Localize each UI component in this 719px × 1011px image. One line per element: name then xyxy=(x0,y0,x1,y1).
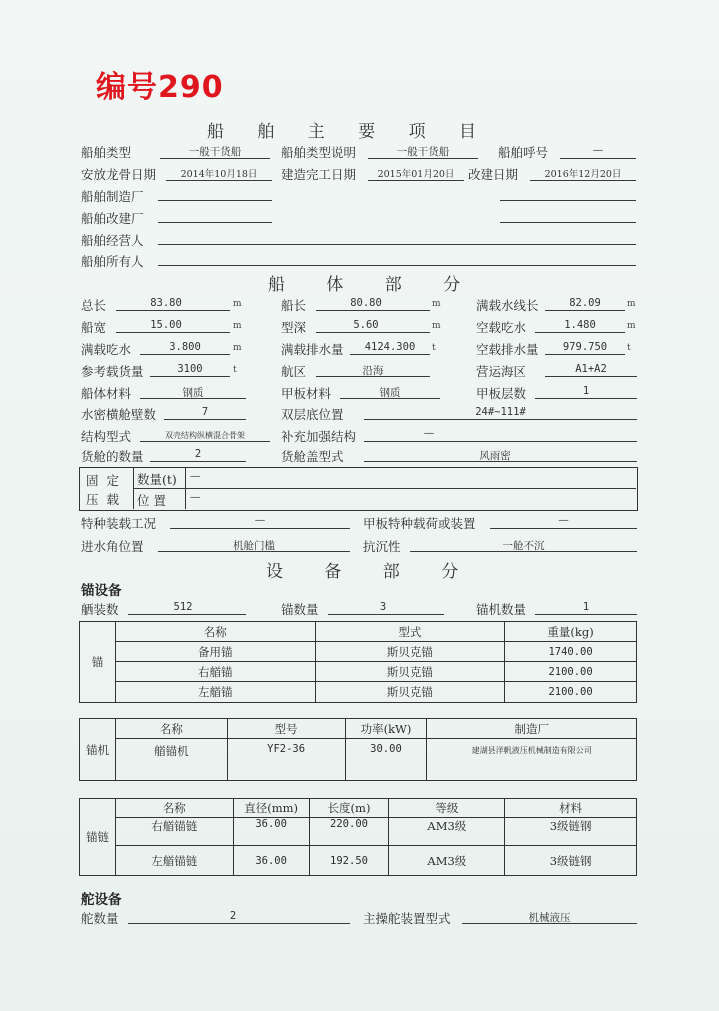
ballast-pos-label: 位 置 xyxy=(137,493,166,508)
lbp-label: 船长 xyxy=(281,298,307,313)
holds-label: 货舱的数量 xyxy=(81,449,144,464)
full-disp-value: 4124.300 xyxy=(364,341,416,353)
anchor-equipment-title: 锚设备 xyxy=(81,583,122,599)
table-header: 重量(kg) xyxy=(505,622,637,642)
nav-area-label: 航区 xyxy=(281,364,307,379)
deck-special-value: — xyxy=(558,514,569,526)
table-header: 名称 xyxy=(115,799,233,818)
table-cell: 36.00 xyxy=(233,818,309,846)
ship-type-desc-value: 一般干货船 xyxy=(396,146,450,158)
chain-table xyxy=(79,798,637,876)
table-cell: 艏锚机 xyxy=(115,739,227,781)
ship-type-desc-label: 船舶类型说明 xyxy=(281,145,357,160)
double-bottom-value: 24#~111# xyxy=(475,406,526,418)
keel-date-value: 2014年10月18日 xyxy=(180,169,258,180)
full-draft-value: 3.800 xyxy=(169,341,201,353)
rebuild-value: 2016年12月20日 xyxy=(544,169,622,180)
rebuilder-label: 船舶改建厂 xyxy=(81,211,144,226)
hull-material-label: 船体材料 xyxy=(81,386,132,401)
bulkheads-label: 水密横舱壁数 xyxy=(81,407,157,422)
steering-value: 机械液压 xyxy=(528,912,571,924)
loa-unit: m xyxy=(233,299,242,309)
depth-label: 型深 xyxy=(281,320,307,335)
hatch-label: 货舱盖型式 xyxy=(281,449,344,464)
table-cell: 右艏锚 xyxy=(115,662,315,682)
light-disp-label: 空载排水量 xyxy=(476,342,539,357)
table-cell: 斯贝克锚 xyxy=(315,682,505,703)
breadth-value: 15.00 xyxy=(150,319,182,331)
unsinkable-value: 一舱不沉 xyxy=(502,540,545,552)
page-title: 船 舶 主 要 项 目 xyxy=(207,122,491,142)
ballast-label-1: 固 定 xyxy=(86,473,121,488)
lbp-value: 80.80 xyxy=(350,297,382,309)
builder-label: 船舶制造厂 xyxy=(81,189,144,204)
completion-label: 建造完工日期 xyxy=(281,167,357,182)
document-number: 编号290 xyxy=(96,70,224,105)
table-cell: 备用锚 xyxy=(115,642,315,662)
table-header: 型号 xyxy=(227,719,345,739)
full-draft-label: 满载吃水 xyxy=(81,342,132,357)
breadth-unit: m xyxy=(233,321,242,331)
keel-date-label: 安放龙骨日期 xyxy=(81,167,157,182)
lwl-unit: m xyxy=(627,299,636,309)
table-cell: 斯贝克锚 xyxy=(315,642,505,662)
structure-value: 双壳结构纵横混合骨架 xyxy=(165,431,245,440)
outfit-number-label: 舾装数 xyxy=(81,602,119,617)
table-cell: 3级链钢 xyxy=(505,818,637,846)
table-header: 等级 xyxy=(389,799,505,818)
table-cell: 220.00 xyxy=(309,818,389,846)
completion-value: 2015年01月20日 xyxy=(377,169,455,180)
table-header: 长度(m) xyxy=(309,799,389,818)
loa-value: 83.80 xyxy=(150,297,182,309)
full-disp-label: 满载排水量 xyxy=(281,342,344,357)
equipment-section-title: 设 备 部 分 xyxy=(266,562,477,582)
table-header: 制造厂 xyxy=(427,719,637,739)
deadweight-unit: t xyxy=(233,365,237,375)
table-cell: 2100.00 xyxy=(505,662,637,682)
nav-area-value: 沿海 xyxy=(362,365,384,377)
table-header: 材料 xyxy=(505,799,637,818)
windlass-table-side-label: 锚机 xyxy=(80,719,116,781)
rudder-count-label: 舵数量 xyxy=(81,911,119,926)
owner-label: 船舶所有人 xyxy=(81,254,144,269)
reinforce-label: 补充加强结构 xyxy=(281,429,357,444)
table-header: 名称 xyxy=(115,719,227,739)
table-cell: AM3级 xyxy=(389,818,505,846)
anchor-table xyxy=(79,621,637,703)
depth-value: 5.60 xyxy=(353,319,379,331)
flood-angle-value: 机舱门槛 xyxy=(233,540,275,552)
full-disp-unit: t xyxy=(432,343,436,353)
ship-type-label: 船舶类型 xyxy=(81,145,132,160)
loa-label: 总长 xyxy=(81,298,107,313)
bulkheads-value: 7 xyxy=(201,406,209,418)
ops-area-value: A1+A2 xyxy=(575,363,607,375)
deck-material-value: 钢质 xyxy=(379,387,401,399)
table-cell: 30.00 xyxy=(345,739,427,781)
anchor-count-label: 锚数量 xyxy=(281,602,319,617)
lbp-unit: m xyxy=(432,299,441,309)
chain-table-side-label: 锚链 xyxy=(80,799,116,876)
anchor-table-side-label: 锚 xyxy=(80,622,116,703)
depth-unit: m xyxy=(432,321,441,331)
table-cell: 2100.00 xyxy=(505,682,637,703)
rudder-count-value: 2 xyxy=(229,910,237,922)
table-cell: 左艏锚 xyxy=(115,682,315,703)
call-sign-label: 船舶呼号 xyxy=(498,145,549,160)
light-draft-label: 空载吃水 xyxy=(476,320,527,335)
table-cell: 3级链钢 xyxy=(505,846,637,876)
table-header: 型式 xyxy=(315,622,505,642)
special-cargo-label: 特种装载工况 xyxy=(81,516,157,531)
deadweight-value: 3100 xyxy=(177,363,203,375)
table-cell: 左艏锚链 xyxy=(115,846,233,876)
ship-type-value: 一般干货船 xyxy=(188,146,242,158)
call-sign-value: — xyxy=(592,144,604,156)
windlass-count-label: 锚机数量 xyxy=(476,602,527,617)
table-cell: 1740.00 xyxy=(505,642,637,662)
steering-label: 主操舵装置型式 xyxy=(363,911,451,926)
anchor-count-value: 3 xyxy=(379,601,387,613)
ops-area-label: 营运海区 xyxy=(476,364,527,379)
hatch-value: 风雨密 xyxy=(479,450,511,462)
hull-material-value: 钢质 xyxy=(182,387,204,399)
hull-section-title: 船 体 部 分 xyxy=(268,275,479,295)
reinforce-value: — xyxy=(423,427,435,439)
holds-value: 2 xyxy=(194,448,202,460)
deck-layers-value: 1 xyxy=(582,385,590,397)
table-cell: 192.50 xyxy=(309,846,389,876)
operator-label: 船舶经营人 xyxy=(81,233,144,248)
double-bottom-label: 双层底位置 xyxy=(281,407,344,422)
structure-label: 结构型式 xyxy=(81,429,132,444)
table-cell: YF2-36 xyxy=(227,739,345,781)
deck-material-label: 甲板材料 xyxy=(281,386,332,401)
light-draft-unit: m xyxy=(627,321,636,331)
ballast-qty-label: 数量(t) xyxy=(137,472,177,487)
ballast-qty-value: — xyxy=(190,470,201,482)
full-draft-unit: m xyxy=(233,343,242,353)
windlass-table xyxy=(79,718,637,781)
table-cell: 建湖县洋帆液压机械制造有限公司 xyxy=(427,739,637,781)
windlass-count-value: 1 xyxy=(582,601,590,613)
outfit-number-value: 512 xyxy=(173,601,193,613)
deck-layers-label: 甲板层数 xyxy=(476,386,527,401)
rebuild-label: 改建日期 xyxy=(468,167,519,182)
light-disp-value: 979.750 xyxy=(562,341,608,353)
lwl-value: 82.09 xyxy=(569,297,601,309)
table-cell: 右艏锚链 xyxy=(115,818,233,846)
table-header: 名称 xyxy=(115,622,315,642)
table-header: 直径(mm) xyxy=(233,799,309,818)
flood-angle-label: 进水角位置 xyxy=(81,539,144,554)
light-draft-value: 1.480 xyxy=(564,319,596,331)
table-header: 功率(kW) xyxy=(345,719,427,739)
table-cell: 斯贝克锚 xyxy=(315,662,505,682)
table-cell: 36.00 xyxy=(233,846,309,876)
ballast-label-2: 压 载 xyxy=(86,492,121,507)
unsinkable-label: 抗沉性 xyxy=(363,539,401,554)
breadth-label: 船宽 xyxy=(81,320,107,335)
lwl-label: 满载水线长 xyxy=(476,298,539,313)
table-cell: AM3级 xyxy=(389,846,505,876)
ballast-pos-value: — xyxy=(190,491,201,503)
deadweight-label: 参考载货量 xyxy=(81,364,144,379)
light-disp-unit: t xyxy=(627,343,631,353)
special-cargo-value: — xyxy=(254,514,266,526)
rudder-equipment-title: 舵设备 xyxy=(81,892,122,908)
deck-special-label: 甲板特种载荷或装置 xyxy=(363,516,476,531)
